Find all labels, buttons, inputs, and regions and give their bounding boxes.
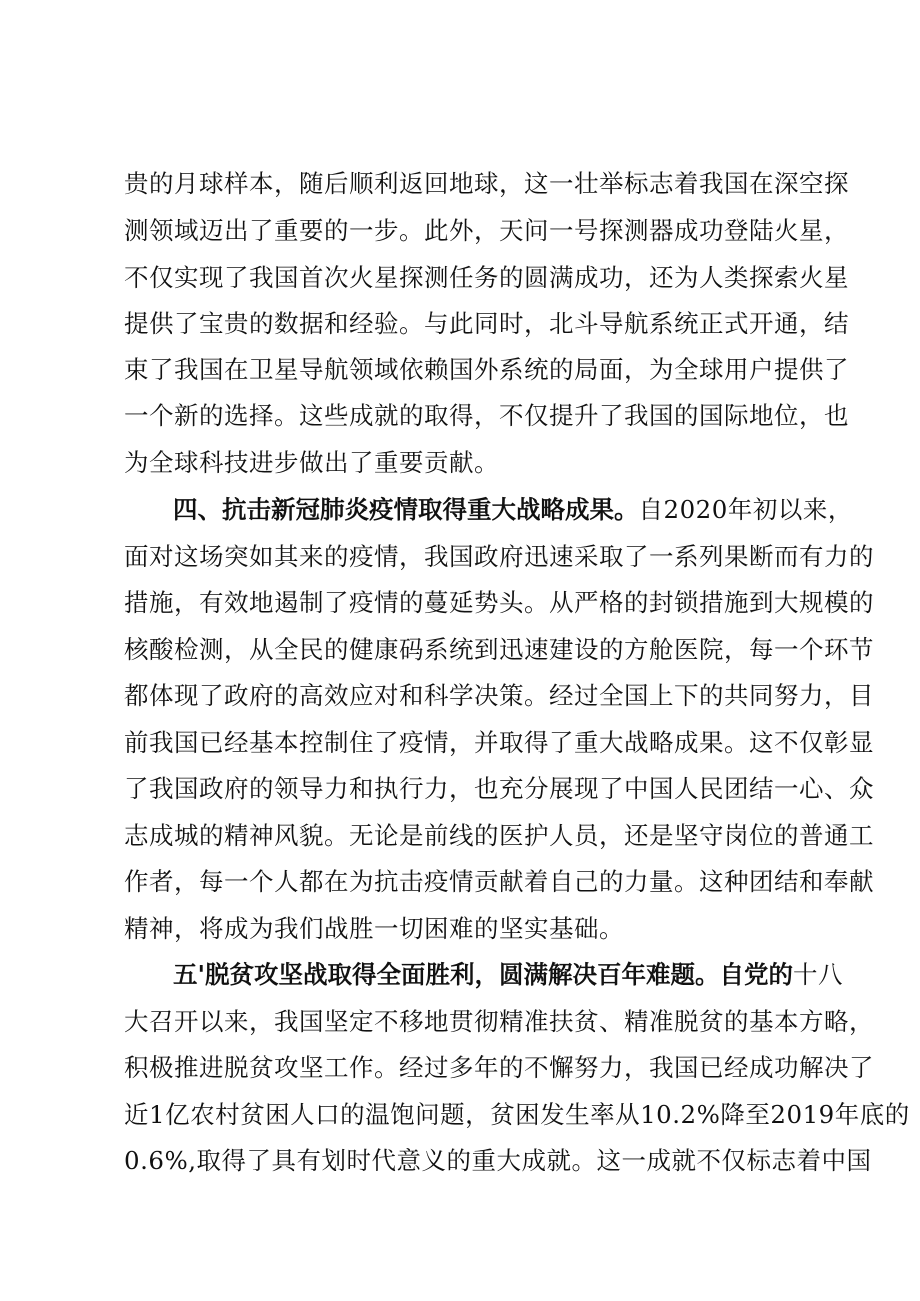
section-4-line: 前我国已经基本控制住了疫情，并取得了重大战略成果。这不仅彰显 <box>124 728 874 757</box>
section-5-line: 近1亿农村贫困人口的温饱问题，贫困发生率从10.2%降至2019年底的 <box>124 1100 910 1129</box>
paragraph-1-line: 为全球科技进步做出了重要贡献。 <box>124 448 499 477</box>
section-5-line: 积极推进脱贫攻坚工作。经过多年的不懈努力，我国已经成功解决了 <box>124 1053 874 1082</box>
paragraph-1-line: 贵的月球样本，随后顺利返回地球，这一壮举标志着我国在深空探 <box>124 169 849 198</box>
section-4-heading: 四、抗击新冠肺炎疫情取得重大战略成果。 <box>173 495 639 524</box>
section-4-line: 了我国政府的领导力和执行力，也充分展现了中国人民团结一心、众 <box>124 774 874 803</box>
paragraph-1-line: 不仅实现了我国首次火星探测任务的圆满成功，还为人类探索火星 <box>124 263 849 292</box>
section-4-line: 都体现了政府的高效应对和科学决策。经过全国上下的共同努力，目 <box>124 681 874 710</box>
section-5-first-line <box>173 960 843 989</box>
section-4-line: 面对这场突如其来的疫情，我国政府迅速采取了一系列果断而有力的 <box>124 542 874 571</box>
section-4-line: 志成城的精神风貌。无论是前线的医护人员，还是坚守岗位的普通工 <box>124 821 874 850</box>
section-4-line: 核酸检测，从全民的健康码系统到迅速建设的方舱医院，每一个环节 <box>124 635 874 664</box>
section-5-line: 大召开以来，我国坚定不移地贯彻精准扶贫、精准脱贫的基本方略， <box>124 1007 874 1036</box>
section-4-line: 措施，有效地遏制了疫情的蔓延势头。从严格的封锁措施到大规模的 <box>124 588 874 617</box>
section-4-first-line <box>173 495 853 524</box>
section-5-line: 0.6%,取得了具有划时代意义的重大成就。这一成就不仅标志着中国 <box>124 1146 872 1175</box>
section-5-heading: 五'脱贫攻坚战取得全面胜利，圆满解决百年难题。自党的 <box>173 960 793 989</box>
section-4-first-line-text: 自2020年初以来， <box>638 495 853 524</box>
paragraph-1-line: 束了我国在卫星导航领域依赖国外系统的局面，为全球用户提供了 <box>124 355 849 384</box>
paragraph-1-line: 提供了宝贵的数据和经验。与此同时，北斗导航系统正式开通，结 <box>124 309 849 338</box>
section-4-line: 精神，将成为我们战胜一切困难的坚实基础。 <box>124 914 624 943</box>
section-4-line: 作者，每一个人都在为抗击疫情贡献着自己的力量。这种团结和奉献 <box>124 867 874 896</box>
section-5-first-line-text: 十八 <box>793 960 843 989</box>
paragraph-1-line: 一个新的选择。这些成就的取得，不仅提升了我国的国际地位，也 <box>124 401 849 430</box>
paragraph-1-line: 测领域迈出了重要的一步。此外，天问一号探测器成功登陆火星， <box>124 216 849 245</box>
